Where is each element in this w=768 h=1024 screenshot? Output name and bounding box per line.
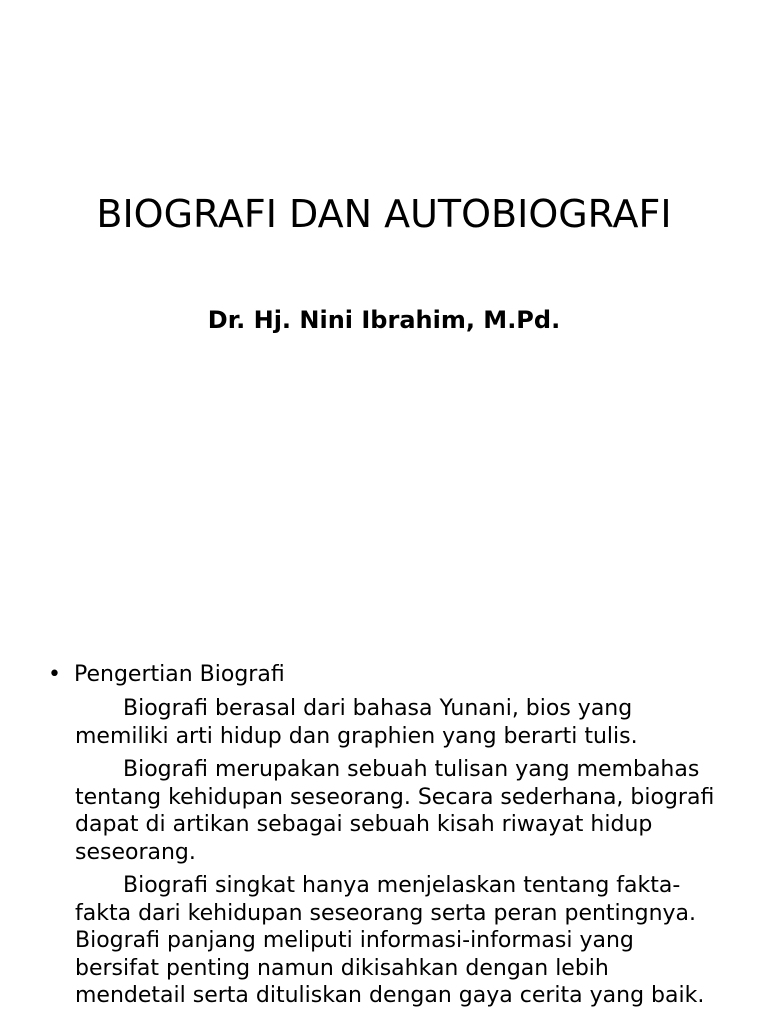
paragraph-1: Biografi berasal dari bahasa Yunani, bios yang memiliki arti hidup dan graphien yang berarti tulis. <box>75 696 638 749</box>
bullet-heading: Pengertian Biografi <box>74 662 285 687</box>
bullet-item <box>48 659 285 691</box>
bullet-icon: • <box>48 662 61 687</box>
paragraph-2: Biografi merupakan sebuah tulisan yang membahas tentang kehidupan seseorang. Secara sederhana, biografi dapat di artikan sebagai sebuah kisah riwayat hidup seseorang. <box>75 757 715 865</box>
author-name: Dr. Hj. Nini Ibrahim, M.Pd. <box>207 306 561 334</box>
slide-title: BIOGRAFI DAN AUTOBIOGRAFI <box>96 192 672 236</box>
content-slide <box>0 655 768 1024</box>
paragraph-3: Biografi singkat hanya menjelaskan tentang fakta-fakta dari kehidupan seseorang serta peran pentingnya. Biografi panjang meliputi informasi-informasi yang bersifat penting namun dikisahkan dengan lebih mendetail serta dituliskan dengan gaya cerita yang baik. <box>75 873 705 1008</box>
body-text <box>75 695 715 1016</box>
